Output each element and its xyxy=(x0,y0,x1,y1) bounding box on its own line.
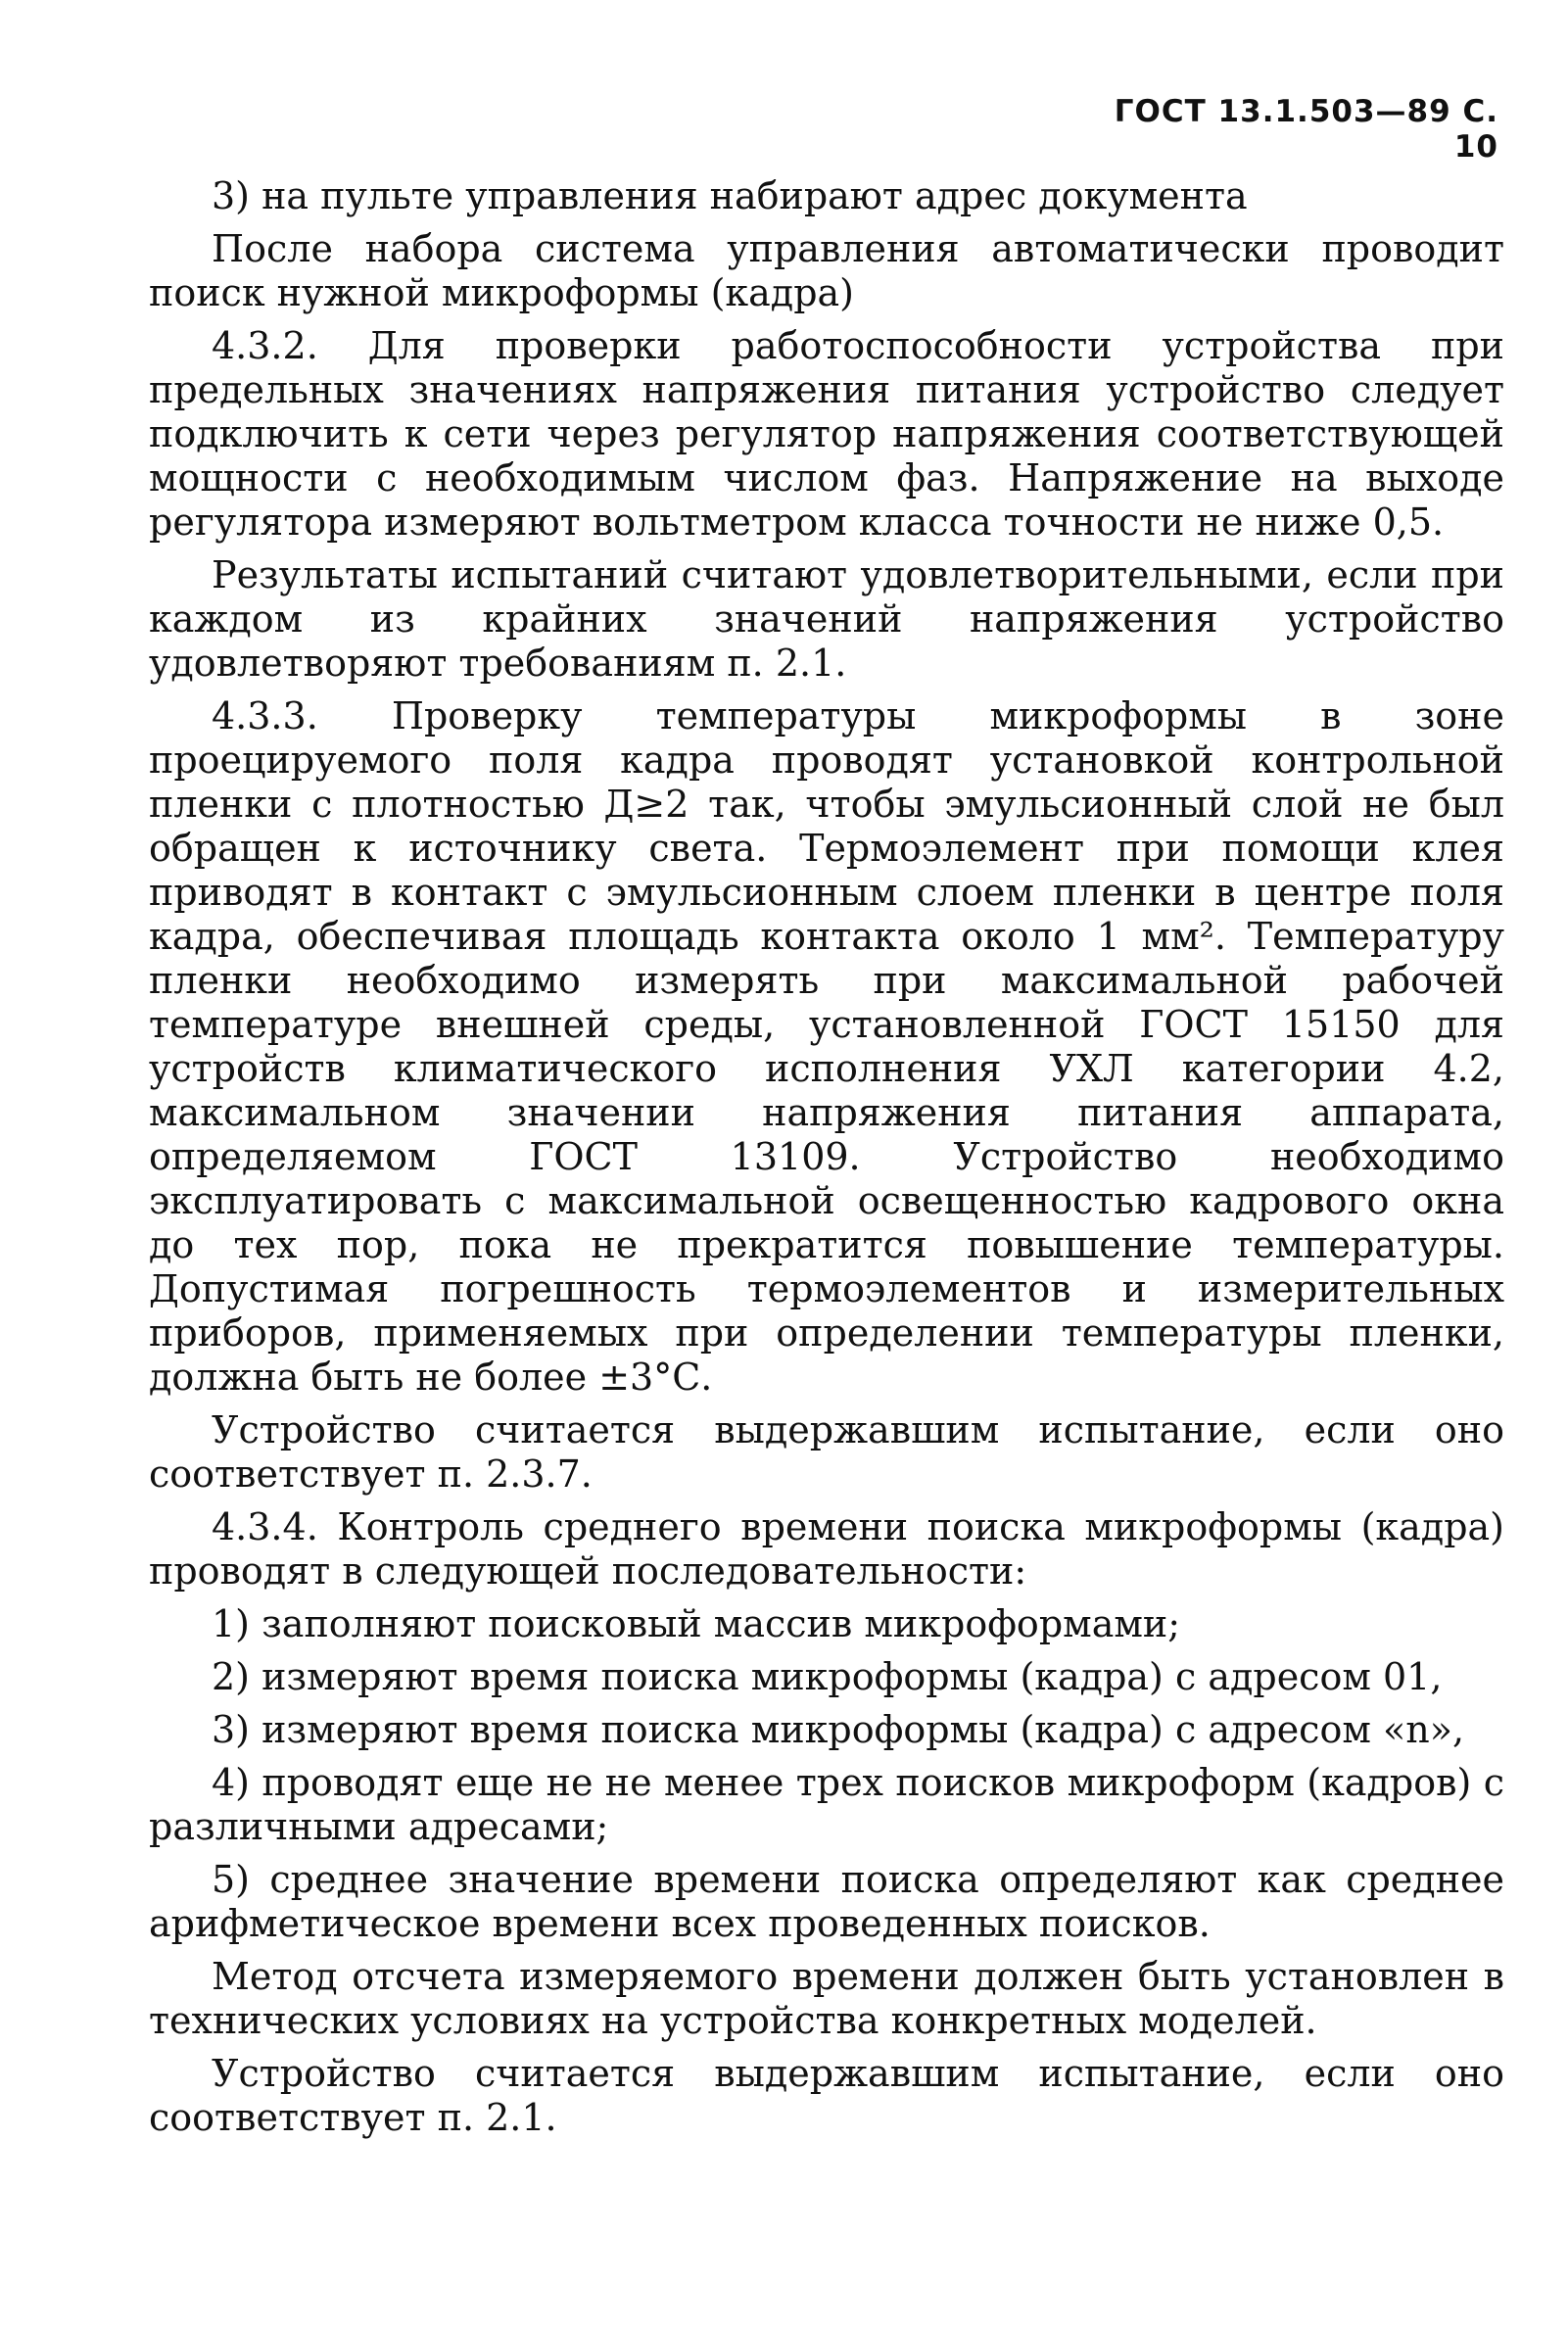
paragraph: 4.3.2. Для проверки работоспособности устройства при предельных значениях напряжения питания устройство следует подключить к сети через регулятор напряжения соответствующей мощности с необходимым числом фаз. Напряжение на выходе регулятора измеряют вольтметром класса точности не ниже 0,5. xyxy=(149,324,1504,544)
paragraph: После набора система управления автоматически проводит поиск нужной микроформы (кадра) xyxy=(149,227,1504,314)
paragraph: Устройство считается выдержавшим испытание, если оно соответствует п. 2.1. xyxy=(149,2052,1504,2139)
paragraph: Результаты испытаний считают удовлетворительными, если при каждом из крайних значений напряжения устройство удовлетворяют требованиям п. 2.1. xyxy=(149,553,1504,685)
page-header: ГОСТ 13.1.503—89 С. 10 xyxy=(1114,94,1498,165)
paragraph: 3) на пульте управления набирают адрес документа xyxy=(212,174,1248,217)
list-item: 1) заполняют поисковый массив микроформами; xyxy=(212,1602,1181,1645)
paragraph: Устройство считается выдержавшим испытание, если оно соответствует п. 2.3.7. xyxy=(149,1408,1504,1496)
body-text xyxy=(149,174,1504,2149)
list-item: 4) проводят еще не не менее трех поисков микроформ (кадров) с различными адресами; xyxy=(149,1761,1504,1848)
list-item: 5) среднее значение времени поиска определяют как среднее арифметическое времени всех проведенных поисков. xyxy=(149,1858,1504,1945)
paragraph: 4.3.3. Проверку температуры микроформы в зоне проецируемого поля кадра проводят установкой контрольной пленки с плотностью Д≥2 так, чтобы эмульсионный слой не был обращен к источнику света. Термоэлемент при помощи клея приводят в контакт с эмульсионным слоем пленки в центре поля кадра, обеспечивая площадь контакта около 1 мм². Температуру пленки необходимо измерять при максимальной рабочей температуре внешней среды, установленной ГОСТ 15150 для устройств климатического исполнения УХЛ категории 4.2, максимальном значении напряжения питания аппарата, определяемом ГОСТ 13109. Устройство необходимо эксплуатировать с максимальной освещенностью кадрового окна до тех пор, пока не прекратится повышение температуры. Допустимая погрешность термоэлементов и измерительных приборов, применяемых при определении температуры пленки, должна быть не более ±3°С. xyxy=(149,694,1504,1399)
paragraph: Метод отсчета измеряемого времени должен быть установлен в технических условиях на устройства конкретных моделей. xyxy=(149,1955,1504,2042)
paragraph: 4.3.4. Контроль среднего времени поиска микроформы (кадра) проводят в следующей последовательности: xyxy=(149,1505,1504,1593)
list-item: 3) измеряют время поиска микроформы (кадра) с адресом «n», xyxy=(212,1708,1465,1751)
list-item: 2) измеряют время поиска микроформы (кадра) с адресом 01, xyxy=(212,1655,1443,1698)
